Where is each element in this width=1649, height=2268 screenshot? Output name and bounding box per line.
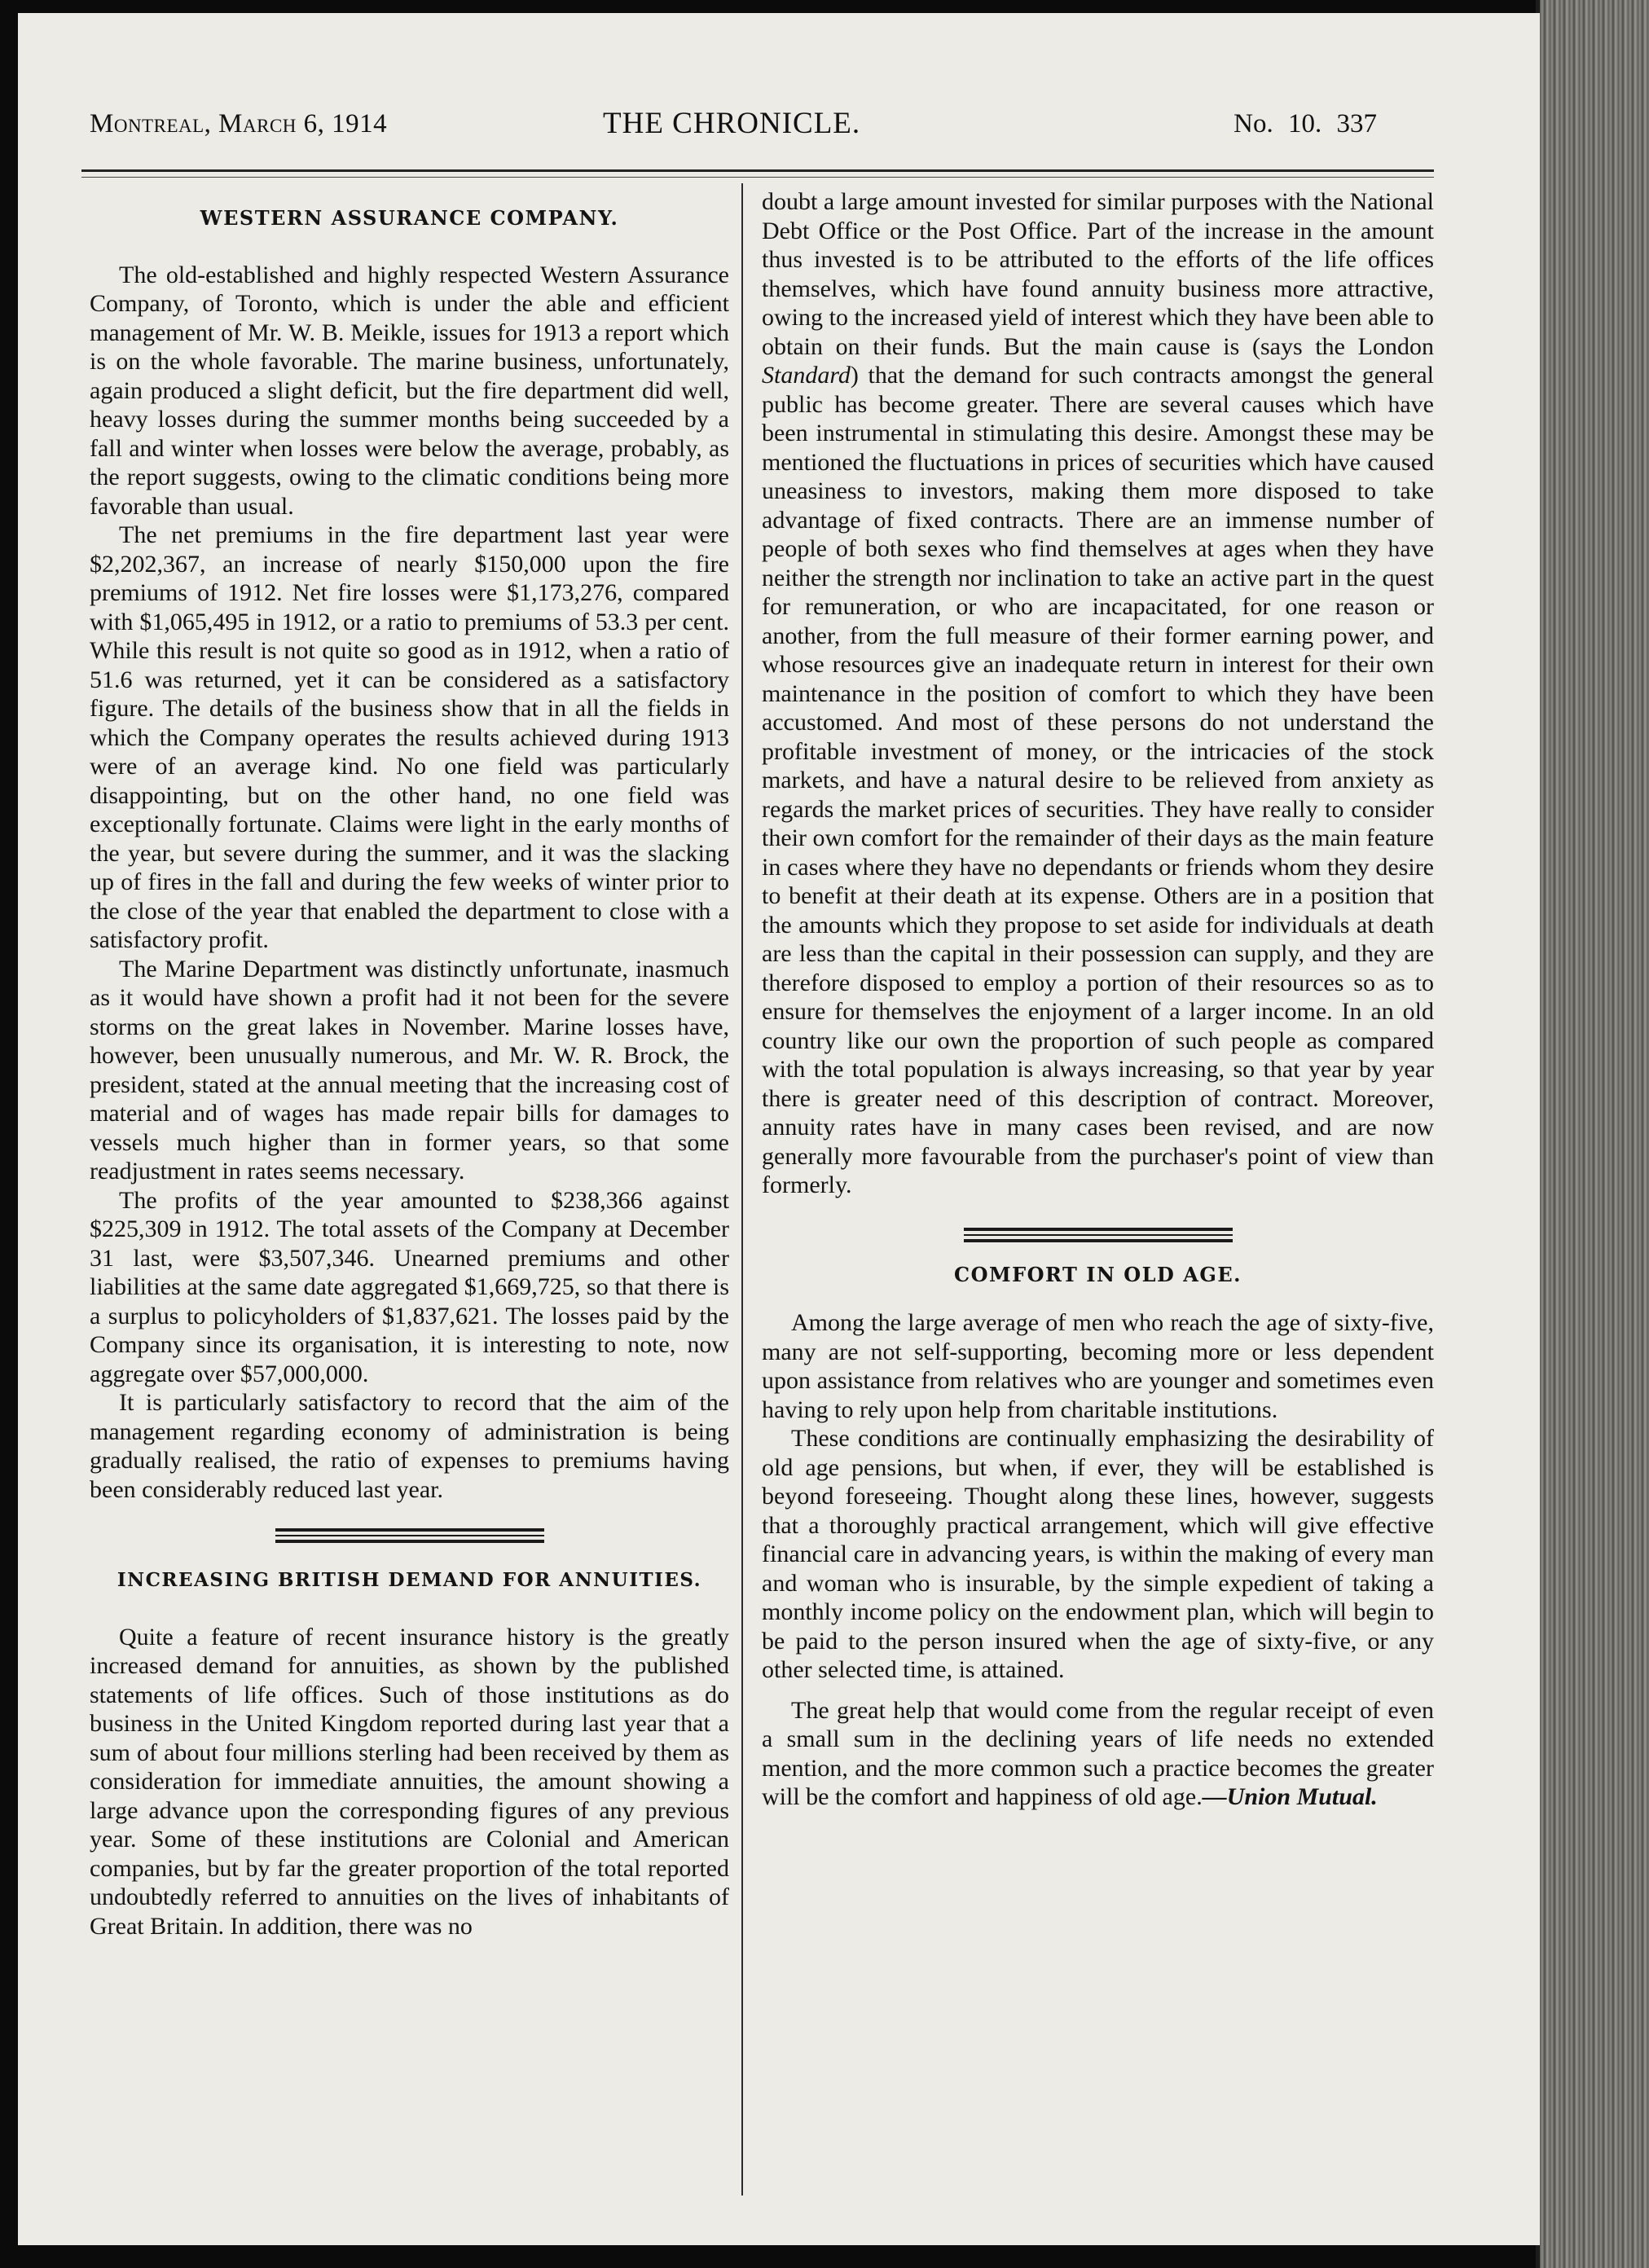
header-rule-thin	[81, 177, 1434, 178]
article-heading-annuities: INCREASING BRITISH DEMAND FOR ANNUITIES.	[117, 1569, 702, 1591]
final-paragraph-text: The great help that would come from the regular receipt of even a small sum in the declining years of life needs no extended mention, and the more common such a practice becomes the greater will be the comfort and happiness of old age.	[762, 1696, 1434, 1810]
continuation-text-start: doubt a large amount invested for similar purposes with the National Debt Office or the Post Office. Part of the increase in the amount thus invested is to be attributed to the efforts of the life offices themselves, which have found annuity business more attractive, owing to the increased yield of interest which they have been able to obtain on their funds. But the main cause is (says the London	[762, 188, 1434, 360]
article-paragraph: The net premiums in the fire department last year were $2,202,367, an increase of nearly $150,000 upon the fire premiums of 1912. Net fire losses were $1,173,276, compared with $1,065,495 in 1912, or a ratio to premiums of 53.3 per cent. While this result is not quite so good as in 1912, when a ratio of 51.6 was returned, yet it can be considered as a satisfactory figure. The details of the business show that in all the fields in which the Company operates the results achieved during 1913 were of an average kind. No one field was particularly disappointing, but on the other hand, no one field was exceptionally fortunate. Claims were light in the early months of the year, but severe during the summer, and it was the slacking up of fires in the fall and during the few weeks of winter prior to the close of the year that enabled the department to close with a satisfactory profit.	[90, 521, 729, 953]
running-head-page-number: No. 10. 337	[1233, 109, 1377, 138]
article-heading-comfort-old-age: COMFORT IN OLD AGE.	[954, 1262, 1242, 1286]
column-divider	[741, 183, 743, 2195]
article-paragraph: The old-established and highly respected Western Assurance Company, of Toronto, which is under the able and efficient management of Mr. W. B. Meikle, issues for 1913 a report which is on the whole favorable. The marine business, unfortunately, again produced a slight deficit, but the fire department did well, heavy losses during the summer months being succeeded by a fall and winter when losses were below the average, probably, as the report suggests, owing to the climatic conditions being more favorable than usual.	[90, 261, 729, 520]
continuation-text-end: ) that the demand for such contracts amongst the general public has become greater. There are several causes which have been instrumental in stimulating this desire. Amongst these may be mentioned the fluctuations in prices of securities which have caused uneasiness to investors, making them more disposed to take advantage of fixed contracts. There are an immense number of people of both sexes who find themselves at ages when they have neither the strength nor inclination to take an active part in the quest for remuneration, or who are incapacitated, for one reason or another, from the full measure of their former earning power, and whose resources give an inadequate return in interest for their own maintenance in the position of comfort to which they have been accustomed. And most of these persons do not understand the profitable investment of money, or the intricacies of the stock markets, and have a natural desire to be relieved from anxiety as regards the market prices of securities. They have really to consider their own comfort for the remainder of their days as the main feature in cases where they have no dependants or friends whom they desire to benefit at their death at its expense. Others are in a position that the amounts which they propose to set aside for individuals at death are less than the capital in their possession can supply, and they are therefore disposed to employ a portion of their resources so as to ensure for themselves the enjoyment of a larger income. In an old country like our own the proportion of such people as compared with the total population is always increasing, so that year by year there is greater need of this description of contract. Moreover, annuity rates have in many cases been revised, and are now generally more favourable from the purchaser's point of view than formerly.	[762, 362, 1434, 1198]
continuation-italic-standard: Standard	[762, 362, 851, 389]
right-column	[762, 187, 1434, 1812]
article-attribution: —Union Mutual.	[1202, 1783, 1378, 1810]
left-column	[90, 187, 729, 1941]
article-paragraph-final	[762, 1696, 1434, 1812]
ornamental-divider	[275, 1528, 544, 1543]
article-paragraph: It is particularly satisfactory to record that the aim of the management regarding economy of administration is being gradually realised, the ratio of expenses to premiums having been considerably reduced last year.	[90, 1389, 729, 1503]
article-heading-western-assurance: WESTERN ASSURANCE COMPANY.	[200, 206, 619, 230]
article-paragraph: The profits of the year amounted to $238,366 against $225,309 in 1912. The total assets of the Company at December 31 last, were $3,507,346. Unearned premiums and other liabilities at the same date aggregated $1,669,725, so that there is a surplus to policyholders of $1,837,621. The losses paid by the Company since its organisation, it is interesting to note, now aggregate over $57,000,000.	[90, 1186, 729, 1387]
article-paragraph: These conditions are continually emphasizing the desirability of old age pensions, but when, if ever, they will be established is beyond foreseeing. Thought along these lines, however, suggests that a thoroughly practical arrangement, which will give effective financial care in advancing years, is within the making of every man and woman who is insurable, by the simple expedient of taking a monthly income policy on the endowment plan, which will begin to be paid to the person insured when the age of sixty-five, or any other selected time, is attained.	[762, 1425, 1434, 1683]
article-paragraph: Quite a feature of recent insurance history is the greatly increased demand for annuities, as shown by the published statements of life offices. Such of those institutions as do business in the United Kingdom reported during last year that a sum of about four millions sterling had been received by them as consideration for immediate annuities, the amount showing a large advance upon the corresponding figures of any previous year. Some of these institutions are Colonial and American companies, but by far the greater proportion of the total reported undoubtedly referred to annuities on the lives of inhabitants of Great Britain. In addition, there was no	[90, 1623, 729, 1940]
running-head-title: THE CHRONICLE.	[603, 107, 861, 140]
header-rule	[81, 169, 1434, 172]
running-head-dateline: Montreal, March 6, 1914	[90, 109, 388, 138]
article-continuation	[762, 187, 1434, 1200]
running-head	[73, 106, 1393, 147]
ornamental-divider	[964, 1228, 1233, 1242]
article-paragraph: The Marine Department was distinctly unfortunate, inasmuch as it would have shown a profit had it not been for the severe storms on the great lakes in November. Marine losses have, however, been unusually numerous, and Mr. W. R. Brock, the president, stated at the annual meeting that the increasing cost of material and of wages has made repair bills for damages to vessels much higher than in former years, so that some readjustment in rates seems necessary.	[90, 955, 729, 1185]
book-spine-edge	[1540, 0, 1649, 2268]
article-paragraph: Among the large average of men who reach the age of sixty-five, many are not self-supporting, becoming more or less dependent upon assistance from relatives who are younger and sometimes even having to rely upon help from charitable institutions.	[762, 1309, 1434, 1423]
